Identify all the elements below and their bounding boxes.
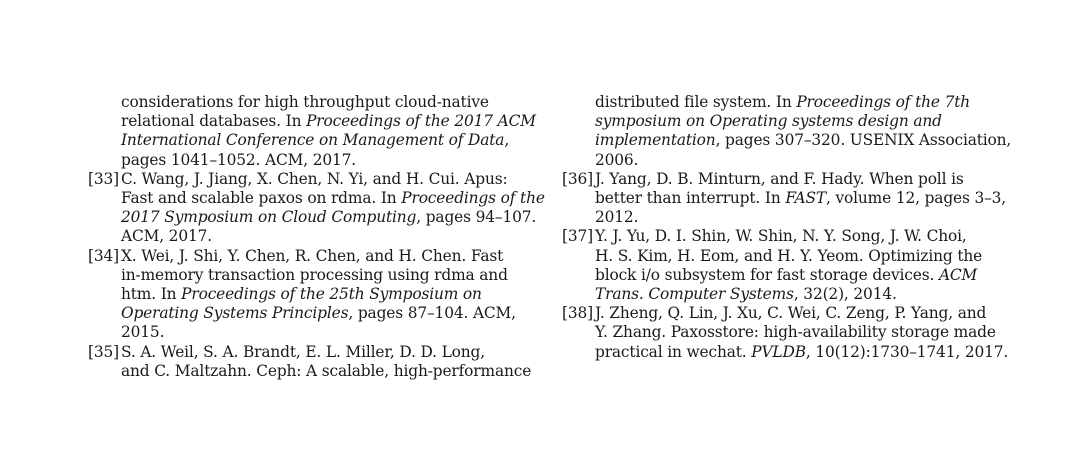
reference-italic-segment: symposium on Operating systems design and [595, 112, 942, 131]
reference-line [595, 342, 1009, 362]
reference-36 [562, 169, 1007, 228]
reference-line [595, 189, 1007, 208]
reference-italic-segment: Proceedings of the 25th Symposium on [181, 285, 482, 304]
reference-segment: and C. Maltzahn. Ceph: A scalable, high-performance [121, 361, 532, 380]
reference-line [121, 266, 528, 285]
reference-line [595, 323, 1002, 342]
reference-line [595, 285, 1002, 304]
reference-line [595, 170, 1002, 189]
reference-line [121, 151, 528, 170]
reference-line [121, 247, 528, 266]
reference-34 [88, 247, 528, 343]
reference-italic-segment: Proceedings of the 2017 ACM [306, 112, 536, 131]
reference-continued-right [562, 93, 1012, 170]
reference-segment: relational databases. In [121, 112, 307, 131]
reference-italic-segment: Proceedings of the [401, 189, 545, 208]
reference-segment: , pages 307–320. USENIX Association, [715, 131, 1012, 150]
reference-segment: 2012. [595, 208, 639, 227]
reference-33 [88, 169, 545, 247]
reference-line [595, 131, 1012, 150]
reference-segment: ACM, 2017. [121, 227, 212, 246]
reference-segment: , [504, 131, 510, 150]
reference-37 [562, 227, 1002, 304]
reference-line [595, 227, 1002, 246]
reference-italic-segment: FAST [785, 189, 826, 208]
left-column [88, 93, 545, 381]
reference-line [595, 247, 1002, 266]
reference-line [595, 208, 1002, 227]
reference-segment: considerations for high throughput cloud-native [121, 93, 489, 111]
reference-segment: distributed file system. In [595, 93, 797, 111]
reference-text [121, 247, 528, 343]
reference-italic-segment: 2017 Symposium on Cloud Computing [121, 208, 417, 227]
reference-number: [34] [88, 246, 119, 265]
reference-text [121, 342, 532, 381]
reference-line [121, 189, 545, 208]
reference-segment: , pages 94–107. [416, 208, 537, 227]
reference-text [595, 304, 1009, 362]
reference-line [121, 170, 528, 189]
reference-segment: 2015. [121, 323, 165, 342]
reference-line [121, 323, 528, 342]
reference-italic-segment: Proceedings of the 7th [796, 93, 971, 111]
reference-segment: practical in wechat. [595, 342, 752, 361]
reference-text [595, 169, 1007, 228]
reference-italic-segment: ACM [938, 265, 978, 284]
reference-number: [37] [562, 227, 593, 246]
reference-line [121, 208, 537, 227]
reference-segment: , 10(12):1730–1741, 2017. [805, 342, 1009, 361]
reference-segment: , pages 87–104. ACM, [348, 304, 516, 323]
reference-italic-segment: Trans. Computer Systems [595, 285, 794, 304]
reference-line [595, 112, 1002, 131]
reference-38 [562, 304, 1009, 362]
reference-italic-segment: Operating Systems Principles [121, 304, 349, 323]
reference-line [595, 266, 1002, 285]
reference-line [121, 112, 536, 131]
reference-italic-segment: International Conference on Management of Data [121, 131, 505, 150]
reference-line [121, 304, 528, 323]
reference-line [121, 131, 528, 150]
reference-italic-segment: PVLDB [751, 342, 806, 361]
reference-segment: X. Wei, J. Shi, Y. Chen, R. Chen, and H. Chen. Fast [121, 246, 504, 265]
reference-segment: better than interrupt. In [595, 189, 786, 208]
reference-segment: 2006. [595, 150, 639, 169]
reference-segment: C. Wang, J. Jiang, X. Chen, N. Yi, and H. Cui. Apus: [121, 169, 508, 188]
reference-segment: Fast and scalable paxos on rdma. In [121, 189, 402, 208]
reference-line [121, 93, 528, 112]
reference-line [121, 361, 532, 381]
reference-number: [33] [88, 169, 119, 188]
reference-text [595, 227, 1002, 304]
reference-number: [36] [562, 169, 593, 188]
reference-text [121, 169, 545, 247]
reference-line [595, 304, 1002, 323]
reference-segment: H. S. Kim, H. Eom, and H. Y. Yeom. Optimizing the [595, 246, 983, 265]
reference-line [121, 285, 528, 304]
reference-segment: in-memory transaction processing using rdma and [121, 265, 508, 284]
reference-line [121, 343, 528, 362]
reference-segment: J. Zheng, Q. Lin, J. Xu, C. Wei, C. Zeng, P. Yang, and [595, 304, 987, 323]
reference-segment: htm. In [121, 285, 182, 304]
reference-segment: block i/o subsystem for fast storage devices. [595, 265, 939, 284]
reference-segment: J. Yang, D. B. Minturn, and F. Hady. When poll is [595, 169, 964, 188]
reference-segment: Y. J. Yu, D. I. Shin, W. Shin, N. Y. Song, J. W. Choi, [595, 227, 967, 246]
reference-35 [88, 342, 532, 381]
reference-line [121, 227, 528, 246]
reference-italic-segment: implementation [595, 131, 716, 150]
reference-continued-left [88, 93, 536, 170]
reference-number: [35] [88, 342, 119, 361]
right-column [562, 93, 1012, 362]
reference-line [595, 93, 1002, 112]
reference-segment: S. A. Weil, S. A. Brandt, E. L. Miller, D. D. Long, [121, 342, 485, 361]
reference-segment: pages 1041–1052. ACM, 2017. [121, 150, 357, 169]
reference-segment: Y. Zhang. Paxosstore: high-availability storage made [595, 323, 996, 342]
reference-segment: , 32(2), 2014. [793, 285, 897, 304]
reference-segment: , volume 12, pages 3–3, [826, 189, 1007, 208]
reference-line [595, 151, 1002, 170]
reference-number: [38] [562, 304, 593, 323]
